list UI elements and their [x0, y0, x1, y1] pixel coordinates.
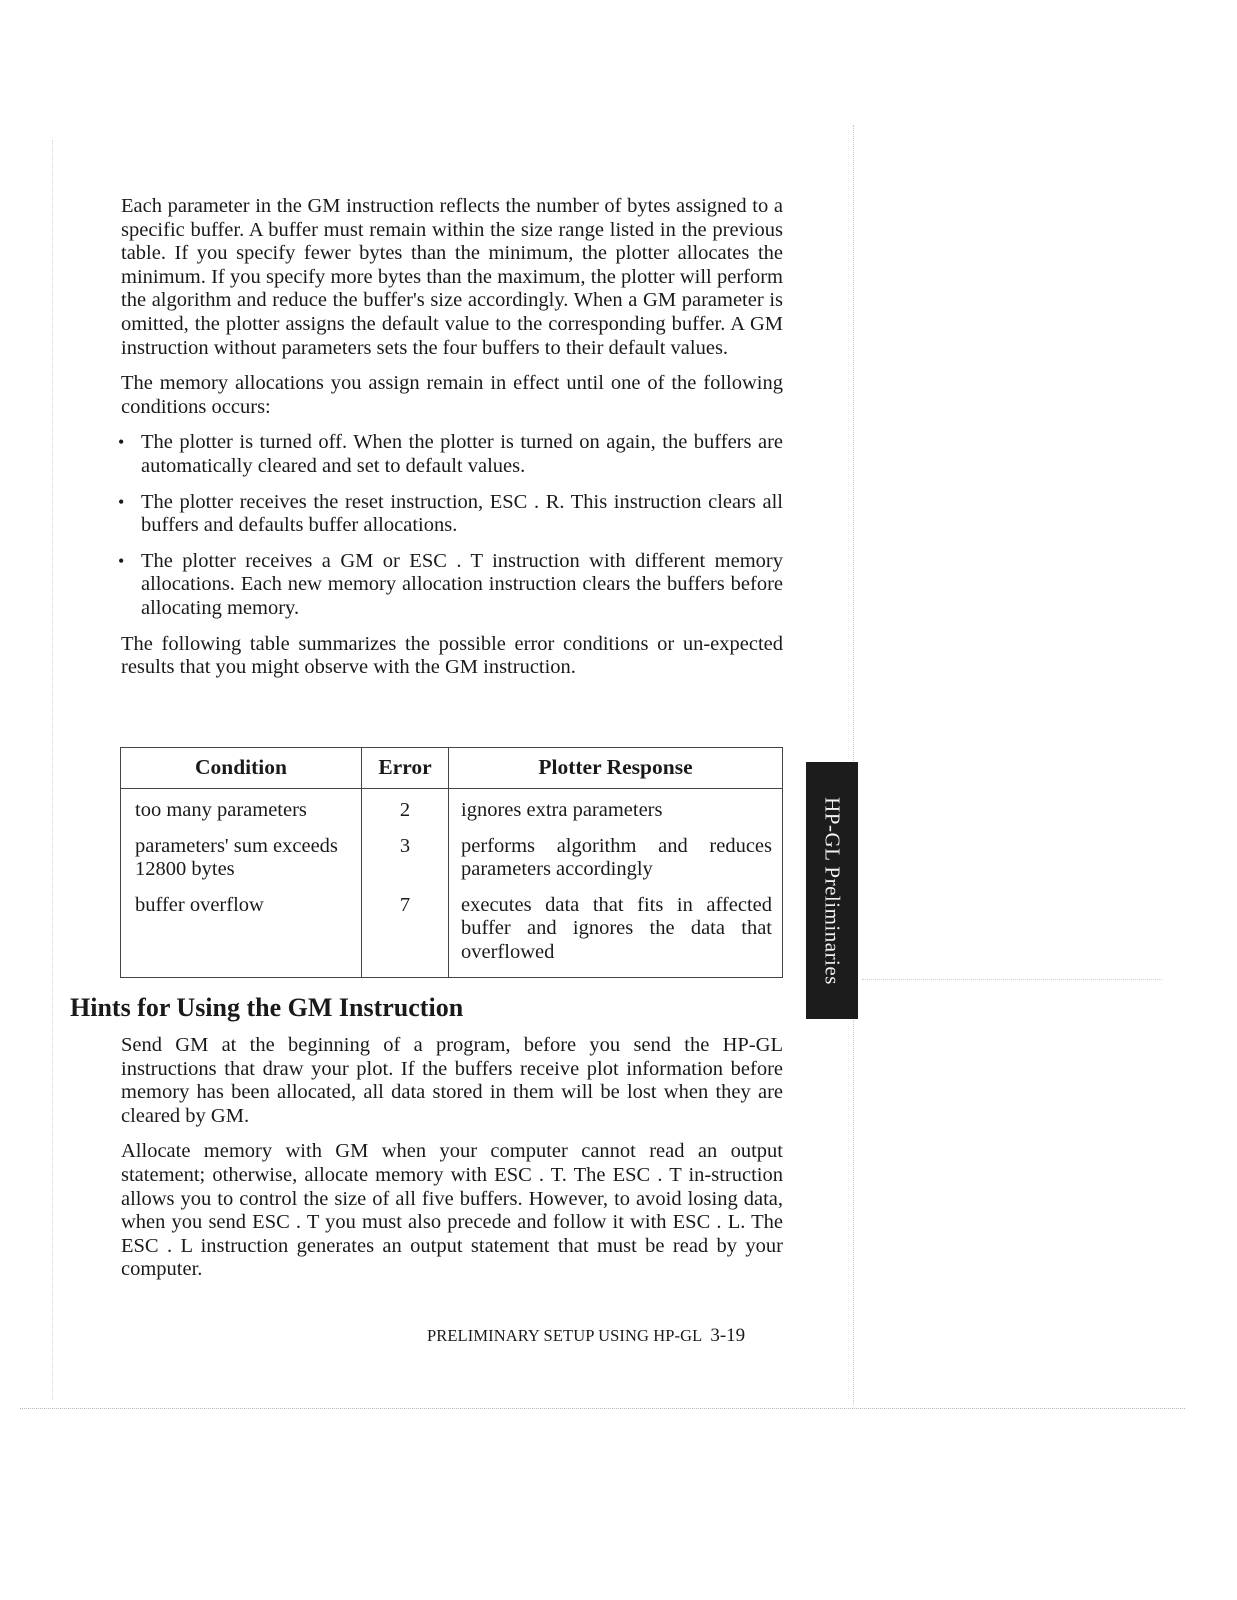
- tab-guide-dotted-line: [862, 979, 1162, 980]
- cell-response: performs algorithm and reduces parameters accordingly: [449, 835, 783, 894]
- body-text-bottom: [121, 1034, 783, 1294]
- chapter-tab-label: HP-GL Preliminaries: [820, 796, 845, 985]
- running-head: PRELIMINARY SETUP USING HP-GL: [427, 1326, 703, 1345]
- cell-response: ignores extra parameters: [449, 789, 783, 835]
- bullet-icon: •: [118, 432, 125, 453]
- cell-condition: buffer overflow: [121, 894, 362, 977]
- cell-error: 3: [362, 835, 449, 894]
- paragraph-table-intro: The following table summarizes the possible error conditions or un-expected results that you might observe with the GM instruction.: [121, 632, 783, 679]
- section-heading: Hints for Using the GM Instruction: [70, 993, 464, 1022]
- cell-condition: too many parameters: [121, 789, 362, 835]
- paragraph-allocation-conditions: The memory allocations you assign remain in effect until one of the following conditions occurs:: [121, 372, 783, 418]
- conditions-list: [118, 431, 783, 620]
- cell-condition: parameters' sum exceeds 12800 bytes: [121, 835, 362, 894]
- list-item: [118, 431, 783, 478]
- page-footer: [427, 1325, 783, 1347]
- list-item: [118, 490, 783, 538]
- scan-margin-marks: [22, 140, 53, 1400]
- list-item: [118, 549, 783, 621]
- list-item-text: The plotter receives the reset instruction, ESC . R. This instruction clears all buffers and defaults buffer allocations.: [141, 490, 783, 537]
- header-error: Error: [362, 748, 449, 789]
- bullet-icon: •: [118, 550, 125, 571]
- cell-response: executes data that fits in affected buffer and ignores the data that overflowed: [449, 894, 783, 977]
- error-conditions-table: [120, 747, 783, 978]
- paragraph-allocate-memory: Allocate memory with GM when your computer cannot read an output statement; otherwise, allocate memory with ESC . T. The ESC . T in-struction allows you to control the size of all five buffers. However, to avoid losing data, when you send ESC . T you must also precede and follow it with ESC . L. The ESC . L instruction generates an output statement that must be read by your computer.: [121, 1140, 783, 1281]
- list-item-text: The plotter receives a GM or ESC . T instruction with different memory allocations. Each new memory allocation instruction clears the buffers before allocating memory.: [141, 549, 783, 619]
- list-item-text: The plotter is turned off. When the plotter is turned on again, the buffers are automatically cleared and set to default values.: [141, 431, 783, 477]
- page-number: 3-19: [710, 1325, 746, 1346]
- body-text-top: [118, 195, 783, 692]
- error-conditions-table-wrapper: [120, 747, 783, 968]
- header-condition: Condition: [121, 748, 362, 789]
- paragraph-send-gm: Send GM at the beginning of a program, before you send the HP-GL instructions that draw your plot. If the buffers receive plot information before memory has been allocated, all data stored in them will be lost when they are cleared by GM.: [121, 1034, 783, 1127]
- cell-error: 7: [362, 894, 449, 977]
- paragraph-gm-parameters: Each parameter in the GM instruction reflects the number of bytes assigned to a specific buffer. A buffer must remain within the size range listed in the previous table. If you specify fewer bytes than the minimum, the plotter allocates the minimum. If you specify more bytes than the maximum, the plotter will perform the algorithm and reduce the buffer's size accordingly. When a GM parameter is omitted, the plotter assigns the default value to the corresponding buffer. A GM instruction without parameters sets the four buffers to their default values.: [121, 195, 783, 359]
- table-row: [121, 835, 783, 894]
- table-header-row: [121, 748, 783, 789]
- cell-error: 2: [362, 789, 449, 835]
- page-bottom-dotted-line: [20, 1408, 1185, 1409]
- table-row: [121, 789, 783, 835]
- chapter-thumb-tab: [806, 762, 858, 1019]
- bullet-icon: •: [118, 491, 125, 512]
- table-row: [121, 894, 783, 977]
- header-plotter-response: Plotter Response: [449, 748, 783, 789]
